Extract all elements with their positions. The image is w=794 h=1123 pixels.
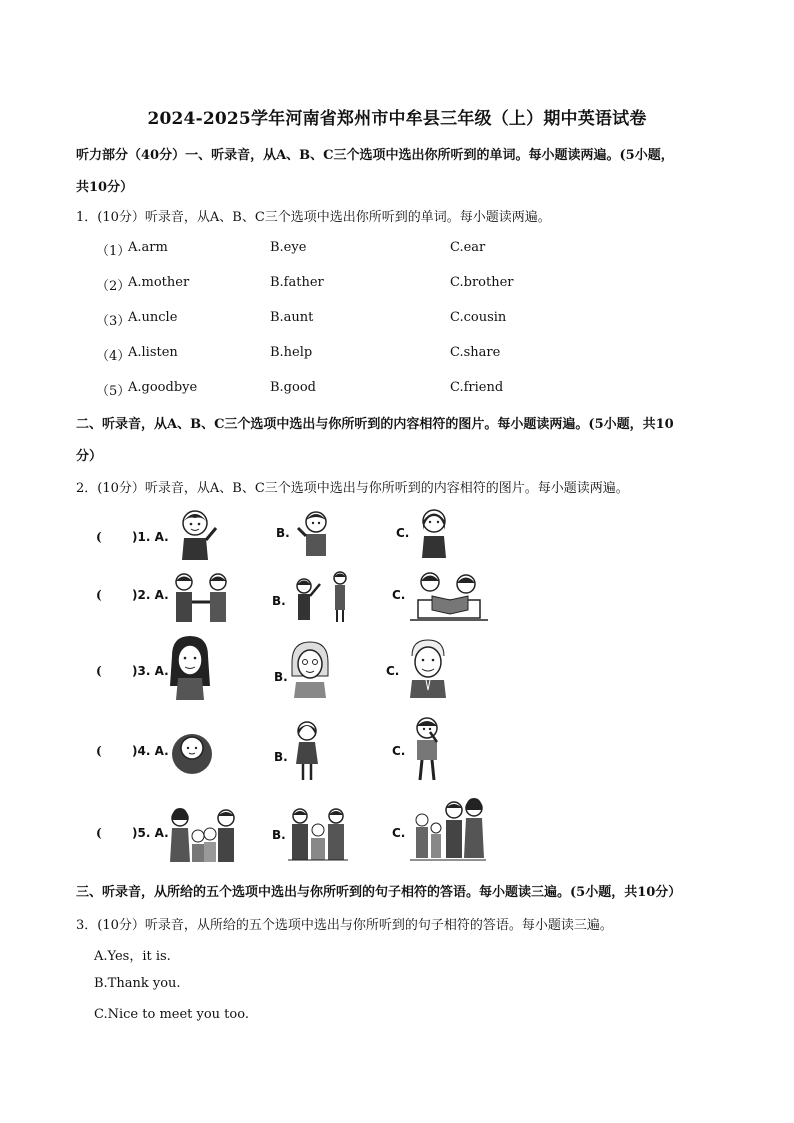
- option-c-label: C.: [392, 588, 406, 602]
- question-number: )3. A.: [132, 664, 169, 678]
- grandfather-illustration: [404, 638, 452, 698]
- q1-option-c: C.ear: [450, 240, 486, 255]
- q2-row-5: [0, 798, 794, 868]
- q1-option-a: A.arm: [128, 240, 168, 255]
- q2-row-4: [0, 716, 794, 786]
- page-title: 2024-2025学年河南省郑州市中牟县三年级（上）期中英语试卷: [147, 109, 647, 129]
- answer-paren: (: [96, 744, 102, 758]
- option-c-label: C.: [392, 826, 406, 840]
- girl-waving-illustration: [172, 508, 218, 562]
- q1-option-c: C.brother: [450, 275, 514, 290]
- q1-item-num: （1）: [96, 244, 131, 259]
- q1-option-c: C.friend: [450, 380, 504, 395]
- boy-thinking-illustration: [410, 716, 444, 782]
- answer-paren: (: [96, 588, 102, 602]
- option-b-label: B.: [274, 670, 288, 684]
- section1-heading-line2: 共10分）: [76, 180, 134, 195]
- q3-option-a: A.Yes，it is.: [94, 949, 171, 964]
- question3-text: 3．(10分）听录音，从所给的五个选项中选出与你所听到的句子相符的答语。每小题读三遍。: [76, 918, 613, 933]
- q1-option-a: A.uncle: [128, 310, 178, 325]
- q1-option-b: B.help: [270, 345, 313, 360]
- question-number: )5. A.: [132, 826, 169, 840]
- q1-option-b: B.father: [270, 275, 324, 290]
- q3-option-b: B.Thank you.: [94, 976, 181, 991]
- family-group-illustration: [288, 806, 348, 862]
- woman-long-hair-illustration: [166, 636, 214, 700]
- q3-option-c: C.Nice to meet you too.: [94, 1007, 249, 1022]
- question1-text: 1．(10分）听录音，从A、B、C三个选项中选出你所听到的单词。每小题读两遍。: [76, 210, 551, 225]
- two-men-shaking-hands-illustration: [170, 572, 234, 624]
- question-number: )1. A.: [132, 530, 169, 544]
- option-c-label: C.: [396, 526, 410, 540]
- question-number: )4. A.: [132, 744, 169, 758]
- question2-text: 2．(10分）听录音，从A、B、C三个选项中选出与你所听到的内容相符的图片。每小题读两遍。: [76, 481, 629, 496]
- children-with-book-illustration: [410, 570, 488, 624]
- section2-heading-line2: 分）: [76, 449, 103, 464]
- section2-heading-line1: 二、听录音，从A、B、C三个选项中选出与你所听到的内容相符的图片。每小题读两遍。(5小题，共10: [76, 417, 674, 432]
- q1-option-b: B.aunt: [270, 310, 314, 325]
- q2-row-3: [0, 636, 794, 706]
- answer-paren: (: [96, 826, 102, 840]
- grandmother-illustration: [288, 640, 332, 698]
- q1-option-b: B.good: [270, 380, 316, 395]
- answer-paren: (: [96, 530, 102, 544]
- option-b-label: B.: [274, 750, 288, 764]
- girl-in-skirt-illustration: [292, 720, 322, 782]
- q1-option-b: B.eye: [270, 240, 307, 255]
- section1-heading-line1: 听力部分（40分）一、听录音，从A、B、C三个选项中选出你所听到的单词。每小题读两遍。(5小题，: [76, 148, 674, 163]
- boy-waving-illustration: [296, 508, 332, 558]
- baby-illustration: [170, 728, 214, 776]
- q1-item-num: （5）: [96, 384, 131, 399]
- q1-item-num: （2）: [96, 279, 131, 294]
- question-number: )2. A.: [132, 588, 169, 602]
- option-c-label: C.: [392, 744, 406, 758]
- two-children-waving-illustration: [290, 570, 352, 624]
- q1-option-a: A.listen: [128, 345, 178, 360]
- q1-option-c: C.cousin: [450, 310, 507, 325]
- option-c-label: C.: [386, 664, 400, 678]
- big-family-illustration: [410, 798, 486, 862]
- q1-option-a: A.mother: [128, 275, 190, 290]
- q2-row-1: [0, 502, 794, 572]
- option-b-label: B.: [276, 526, 290, 540]
- q1-item-num: （4）: [96, 349, 131, 364]
- family-of-four-illustration: [168, 806, 238, 864]
- q1-option-a: A.goodbye: [128, 380, 198, 395]
- q1-option-c: C.share: [450, 345, 501, 360]
- section3-heading: 三、听录音，从所给的五个选项中选出与你所听到的句子相符的答语。每小题读三遍。(5小题，共10分）: [76, 885, 682, 900]
- option-b-label: B.: [272, 594, 286, 608]
- q1-item-num: （3）: [96, 314, 131, 329]
- answer-paren: (: [96, 664, 102, 678]
- q2-row-2: [0, 570, 794, 640]
- option-b-label: B.: [272, 828, 286, 842]
- girl-standing-illustration: [416, 506, 452, 560]
